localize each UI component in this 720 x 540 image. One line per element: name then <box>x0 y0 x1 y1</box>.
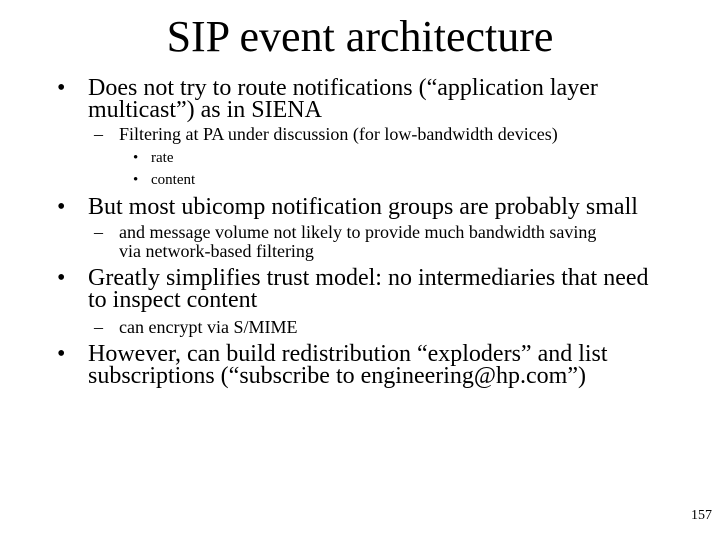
bullet-dot-icon: • <box>57 194 66 220</box>
bullet-dot-icon: • <box>57 265 66 291</box>
sub-item-filtering <box>94 124 558 144</box>
bullet-item-trust <box>57 265 649 313</box>
bullet-dash-icon: – <box>94 124 103 144</box>
sub-sub-item-content <box>133 169 196 191</box>
bullet-dot-icon: • <box>133 150 139 166</box>
bullet-line: can encrypt via S/MIME <box>119 317 298 337</box>
bullet-dash-icon: – <box>94 222 103 242</box>
page-number: 157 <box>691 508 712 523</box>
sub-sub-item-rate <box>133 147 174 169</box>
bullet-item-exploders <box>57 341 608 389</box>
bullet-dash-icon: – <box>94 317 103 337</box>
bullet-line: subscriptions (“subscribe to engineering@hp.com”) <box>88 363 586 389</box>
sub-item-encrypt <box>94 317 298 337</box>
bullet-item-routing <box>57 75 598 123</box>
slide-title: SIP event architecture <box>166 12 554 61</box>
bullet-line: multicast”) as in SIENA <box>88 97 322 123</box>
bullet-line: Greatly simplifies trust model: no intermediaries that need <box>88 265 649 291</box>
bullet-dot-icon: • <box>57 341 66 367</box>
sub-item-bandwidth <box>94 222 597 261</box>
bullet-item-groups <box>57 194 638 220</box>
bullet-line: via network-based filtering <box>119 241 314 261</box>
bullet-dot-icon: • <box>57 75 66 101</box>
bullet-line: Filtering at PA under discussion (for low-bandwidth devices) <box>119 124 558 144</box>
bullet-line: However, can build redistribution “exploders” and list <box>88 341 608 367</box>
bullet-line: rate <box>151 150 174 166</box>
bullet-line: But most ubicomp notification groups are probably small <box>88 194 638 220</box>
bullet-line: to inspect content <box>88 287 258 313</box>
bullet-line: content <box>151 172 196 188</box>
bullet-line: and message volume not likely to provide much bandwidth saving <box>119 222 597 242</box>
bullet-line: Does not try to route notifications (“application layer <box>88 75 598 101</box>
bullet-dot-icon: • <box>133 172 139 188</box>
